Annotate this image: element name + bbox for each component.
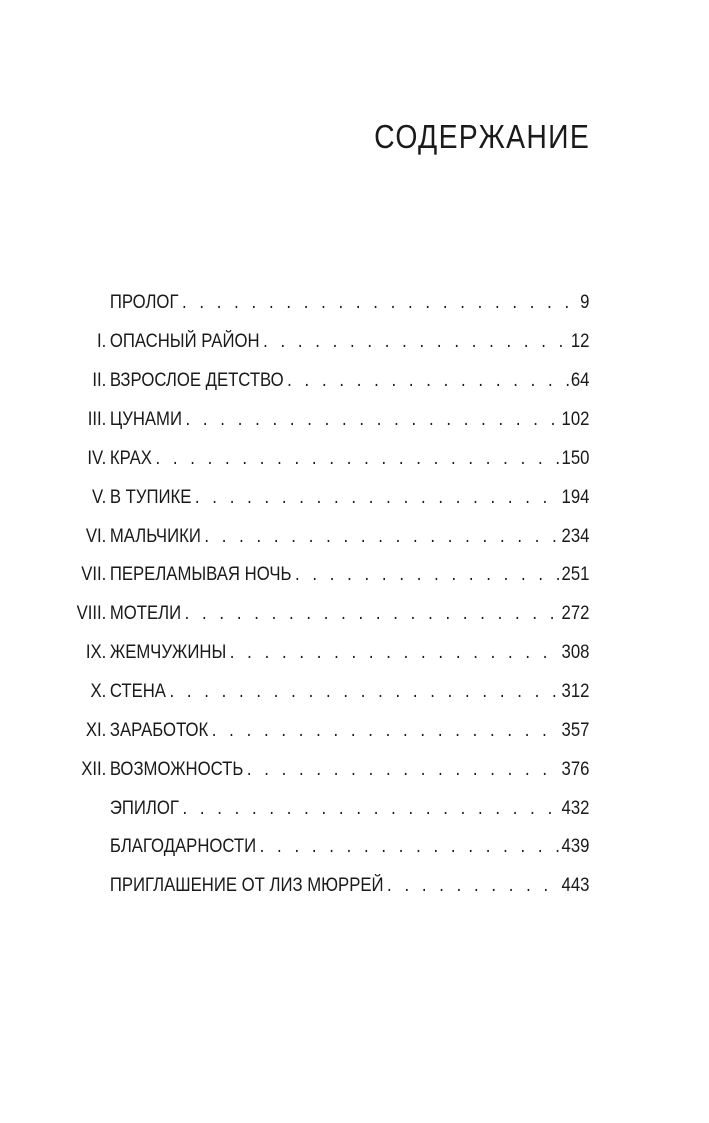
dot-leader: [182, 409, 560, 431]
dot-leader: [166, 681, 560, 703]
chapter-title: ПЕРЕЛАМЫВАЯ НОЧЬ: [109, 564, 292, 586]
page-number: 439: [561, 836, 590, 858]
dot-leader: [291, 564, 559, 586]
dot-leader: [208, 720, 560, 742]
chapter-title: ПРОЛОГ: [109, 292, 179, 314]
toc-entry[interactable]: [72, 323, 589, 362]
chapter-number: IV.: [87, 447, 107, 469]
chapter-number: VIII.: [76, 603, 107, 625]
page-number: 443: [561, 875, 590, 897]
chapter-number: X.: [90, 681, 107, 703]
dot-leader: [178, 292, 578, 314]
chapter-title: ПРИГЛАШЕНИЕ ОТ ЛИЗ МЮРРЕЙ: [109, 875, 384, 897]
page-number: 9: [580, 292, 590, 314]
toc-entry[interactable]: [72, 362, 589, 401]
toc-entry[interactable]: [72, 634, 589, 673]
toc-entry[interactable]: [72, 711, 589, 750]
chapter-number: VII.: [81, 564, 107, 586]
page-number: 308: [561, 642, 590, 664]
chapter-title: КРАХ: [109, 447, 152, 469]
toc-entry[interactable]: [72, 750, 589, 789]
dot-leader: [179, 798, 560, 820]
chapter-title: ВОЗМОЖНОСТЬ: [109, 758, 244, 780]
dot-leader: [181, 603, 560, 625]
dot-leader: [201, 526, 560, 548]
page-number: 234: [561, 525, 590, 547]
chapter-title: ЭПИЛОГ: [109, 797, 179, 819]
page-number: 251: [561, 564, 590, 586]
chapter-title: МАЛЬЧИКИ: [109, 525, 201, 547]
toc-entry[interactable]: [72, 556, 589, 595]
toc-entry[interactable]: [72, 828, 589, 867]
chapter-title: МОТЕЛИ: [109, 603, 182, 625]
page-number: 64: [570, 370, 590, 392]
chapter-title: ОПАСНЫЙ РАЙОН: [109, 331, 260, 353]
chapter-number: IX.: [85, 642, 107, 664]
chapter-number: XI.: [85, 719, 107, 741]
chapter-number: III.: [87, 409, 107, 430]
toc-entry[interactable]: [72, 284, 589, 323]
chapter-title: ЗАРАБОТОК: [109, 719, 209, 741]
toc-entry[interactable]: [72, 439, 589, 478]
page-number: 150: [561, 447, 590, 469]
dot-leader: [284, 370, 569, 392]
toc-entry[interactable]: [72, 867, 589, 906]
page-number: 12: [570, 331, 590, 353]
page-number: 376: [561, 758, 590, 780]
chapter-title: ЖЕМЧУЖИНЫ: [109, 642, 227, 664]
chapter-number: VI.: [85, 525, 107, 547]
dot-leader: [384, 875, 560, 897]
page-number: 272: [561, 603, 590, 625]
page-number: 194: [561, 486, 590, 508]
page-number: 357: [561, 719, 590, 741]
page-number: 312: [561, 681, 590, 703]
dot-leader: [243, 759, 559, 781]
dot-leader: [152, 448, 560, 470]
chapter-number: I.: [97, 331, 107, 353]
table-of-contents: [72, 284, 590, 906]
dot-leader: [256, 836, 560, 858]
chapter-title: БЛАГОДАРНОСТИ: [109, 836, 257, 858]
page-number: 432: [561, 797, 590, 819]
chapter-number: XII.: [81, 758, 107, 780]
toc-entry[interactable]: [72, 517, 589, 556]
chapter-title: ЦУНАМИ: [109, 409, 183, 430]
chapter-title: СТЕНА: [109, 681, 166, 703]
dot-leader: [191, 487, 559, 509]
chapter-number: II.: [92, 370, 107, 392]
toc-entry[interactable]: [72, 401, 589, 440]
chapter-number: V.: [92, 486, 107, 508]
page-number: 102: [561, 409, 590, 430]
toc-entry[interactable]: [72, 789, 589, 828]
dot-leader: [226, 642, 560, 664]
toc-entry[interactable]: [72, 595, 589, 634]
page-title: СОДЕРЖАНИЕ: [374, 118, 590, 155]
dot-leader: [260, 331, 570, 353]
toc-entry[interactable]: [72, 478, 589, 517]
chapter-title: В ТУПИКЕ: [109, 486, 192, 508]
toc-entry[interactable]: [72, 673, 589, 712]
chapter-title: ВЗРОСЛОЕ ДЕТСТВО: [109, 370, 284, 392]
